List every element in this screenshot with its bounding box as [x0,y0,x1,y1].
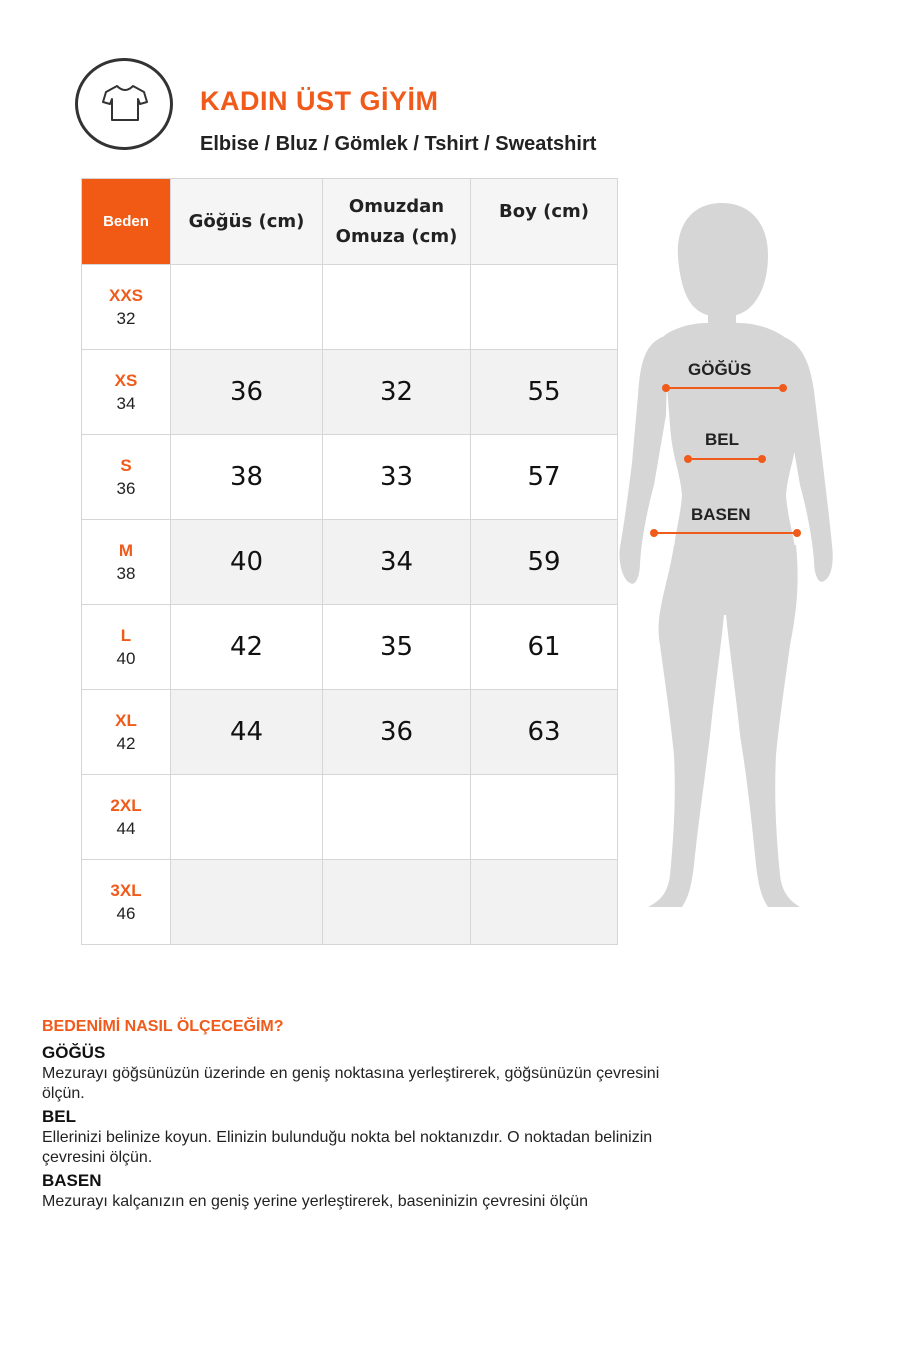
how-to-measure [42,1018,692,1214]
shoulder-cell: 34 [323,520,471,605]
length-cell: 61 [471,605,618,690]
length-cell [471,860,618,945]
chest-cell: 42 [171,605,323,690]
shoulder-cell [323,860,471,945]
chest-cell [171,860,323,945]
header-shoulder-line1: Omuzdan [348,195,445,217]
header-chest: Göğüs (cm) [171,179,323,265]
size-code: L [120,626,132,645]
length-cell: 59 [471,520,618,605]
size-code: 2XL [110,796,142,815]
howto-text-waist: Ellerinizi belinize koyun. Elinizin bulunduğu nokta bel noktanızdır. O noktadan belinizin çevresini ölçün. [42,1129,653,1166]
size-number: 34 [116,394,136,413]
chest-cell [171,265,323,350]
size-cell [82,520,171,605]
howto-heading-chest: GÖĞÜS [42,1043,106,1062]
size-cell [82,860,171,945]
size-cell [82,605,171,690]
size-cell [82,265,171,350]
table-row [82,350,618,435]
body-figure [610,195,850,915]
table-row [82,860,618,945]
header-length-label: Boy (cm) [499,200,589,222]
table-row [82,605,618,690]
table-row [82,690,618,775]
size-code: XXS [108,286,144,305]
table-row [82,775,618,860]
size-number: 36 [116,479,136,498]
length-cell: 57 [471,435,618,520]
size-number: 38 [116,564,136,583]
body-silhouette-icon [610,195,850,915]
chest-cell: 38 [171,435,323,520]
page-title: KADIN ÜST GİYİM [200,86,439,116]
size-cell [82,350,171,435]
header-shoulder [323,179,471,265]
size-number: 46 [116,904,136,923]
header-length [471,179,618,265]
size-cell [82,775,171,860]
size-code: M [118,541,134,560]
shoulder-cell: 35 [323,605,471,690]
chest-cell: 40 [171,520,323,605]
shoulder-cell: 32 [323,350,471,435]
length-cell [471,265,618,350]
shoulder-cell: 36 [323,690,471,775]
length-cell [471,775,618,860]
size-number: 32 [116,309,136,328]
shoulder-cell [323,265,471,350]
hip-label: BASEN [691,505,751,524]
how-to-title: BEDENİMİ NASIL ÖLÇECEĞİM? [42,1018,284,1035]
size-table [81,178,618,945]
logo-badge [75,58,173,150]
table-row [82,435,618,520]
size-code: XL [115,711,137,730]
header-shoulder-line2: Omuza (cm) [335,225,458,247]
size-number: 44 [116,819,136,838]
howto-heading-waist: BEL [42,1107,76,1126]
table-header [82,179,618,265]
tshirt-icon [102,83,148,123]
size-code: XS [114,371,138,390]
howto-text-hip: Mezurayı kalçanızın en geniş yerine yerleştirerek, baseninizin çevresini ölçün [42,1193,589,1210]
length-cell: 55 [471,350,618,435]
table-row [82,520,618,605]
howto-text-chest: Mezurayı göğsünüzün üzerinde en geniş noktasına yerleştirerek, göğsünüzün çevresini ölçün. [42,1065,660,1102]
table-row [82,265,618,350]
size-code: S [120,456,132,475]
size-code: 3XL [110,881,142,900]
header-size: Beden [82,179,171,265]
page-subtitle: Elbise / Bluz / Gömlek / Tshirt / Sweatshirt [200,133,597,155]
waist-label: BEL [705,430,739,449]
length-cell: 63 [471,690,618,775]
chest-cell: 44 [171,690,323,775]
size-number: 40 [116,649,136,668]
shoulder-cell [323,775,471,860]
shoulder-cell: 33 [323,435,471,520]
size-cell [82,435,171,520]
chest-label: GÖĞÜS [688,360,752,379]
howto-heading-hip: BASEN [42,1171,102,1190]
size-cell [82,690,171,775]
chest-cell: 36 [171,350,323,435]
size-number: 42 [116,734,136,753]
chest-cell [171,775,323,860]
